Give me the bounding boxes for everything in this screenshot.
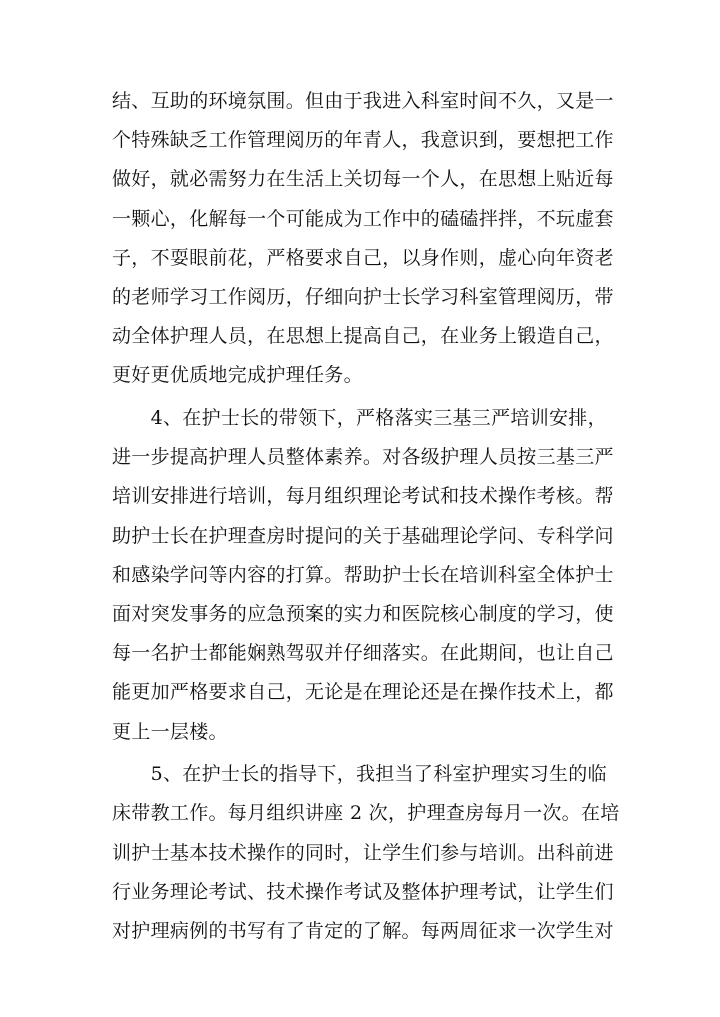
text-line: 和感染学问等内容的打算。帮助护士长在培训科室全体护士 [112, 563, 614, 586]
text-line: 4、在护士长的带领下，严格落实三基三严培训安排， [112, 407, 607, 429]
text-line: 每一名护士都能娴熟驾驭并仔细落实。在此期间，也让自己 [112, 642, 614, 665]
text-line: 进一步提高护理人员整体素养。对各级护理人员按三基三严 [112, 446, 614, 469]
text-line: 床带教工作。每月组织讲座 2 次，护理查房每月一次。在培 [112, 802, 620, 825]
text-line: 结、互助的环境氛围。但由于我进入科室时间不久，又是一 [112, 90, 614, 112]
text-line: 的老师学习工作阅历，仔细向护士长学习科室管理阅历，带 [112, 285, 614, 308]
text-line: 助护士长在护理查房时提问的关于基础理论学问、专科学问 [112, 524, 614, 547]
text-line: 面对突发事务的应急预案的实力和医院核心制度的学习，使 [112, 602, 614, 625]
text-line: 做好，就必需努力在生活上关切每一个人，在思想上贴近每 [112, 168, 614, 191]
paragraph-3 [112, 755, 620, 951]
text-line: 培训安排进行培训，每月组织理论考试和技术操作考核。帮 [112, 485, 614, 508]
text-line: 能更加严格要求自己，无论是在理论还是在操作技术上，都 [112, 681, 614, 704]
text-line: 个特殊缺乏工作管理阅历的年青人，我意识到，要想把工作 [112, 129, 614, 152]
text-line: 行业务理论考试、技术操作考试及整体护理考试，让学生们 [112, 880, 614, 903]
text-line: 动全体护理人员，在思想上提高自己，在业务上锻造自己， [112, 325, 614, 348]
text-line: 对护理病例的书写有了肯定的了解。每两周征求一次学生对 [112, 919, 614, 942]
document-body [112, 82, 620, 951]
text-line: 更好更优质地完成护理任务。 [112, 364, 363, 387]
text-line: 更上一层楼。 [112, 720, 228, 743]
paragraph-2 [112, 399, 612, 752]
paragraph-1 [112, 82, 612, 396]
text-line: 训护士基本技术操作的同时，让学生们参与培训。出科前进 [112, 841, 614, 864]
text-line: 子，不耍眼前花，严格要求自己，以身作则，虚心向年资老 [112, 246, 614, 269]
text-line: 一颗心，化解每一个可能成为工作中的磕磕拌拌，不玩虚套 [112, 207, 614, 230]
text-line: 5、在护士长的指导下，我担当了科室护理实习生的临 [112, 763, 607, 786]
